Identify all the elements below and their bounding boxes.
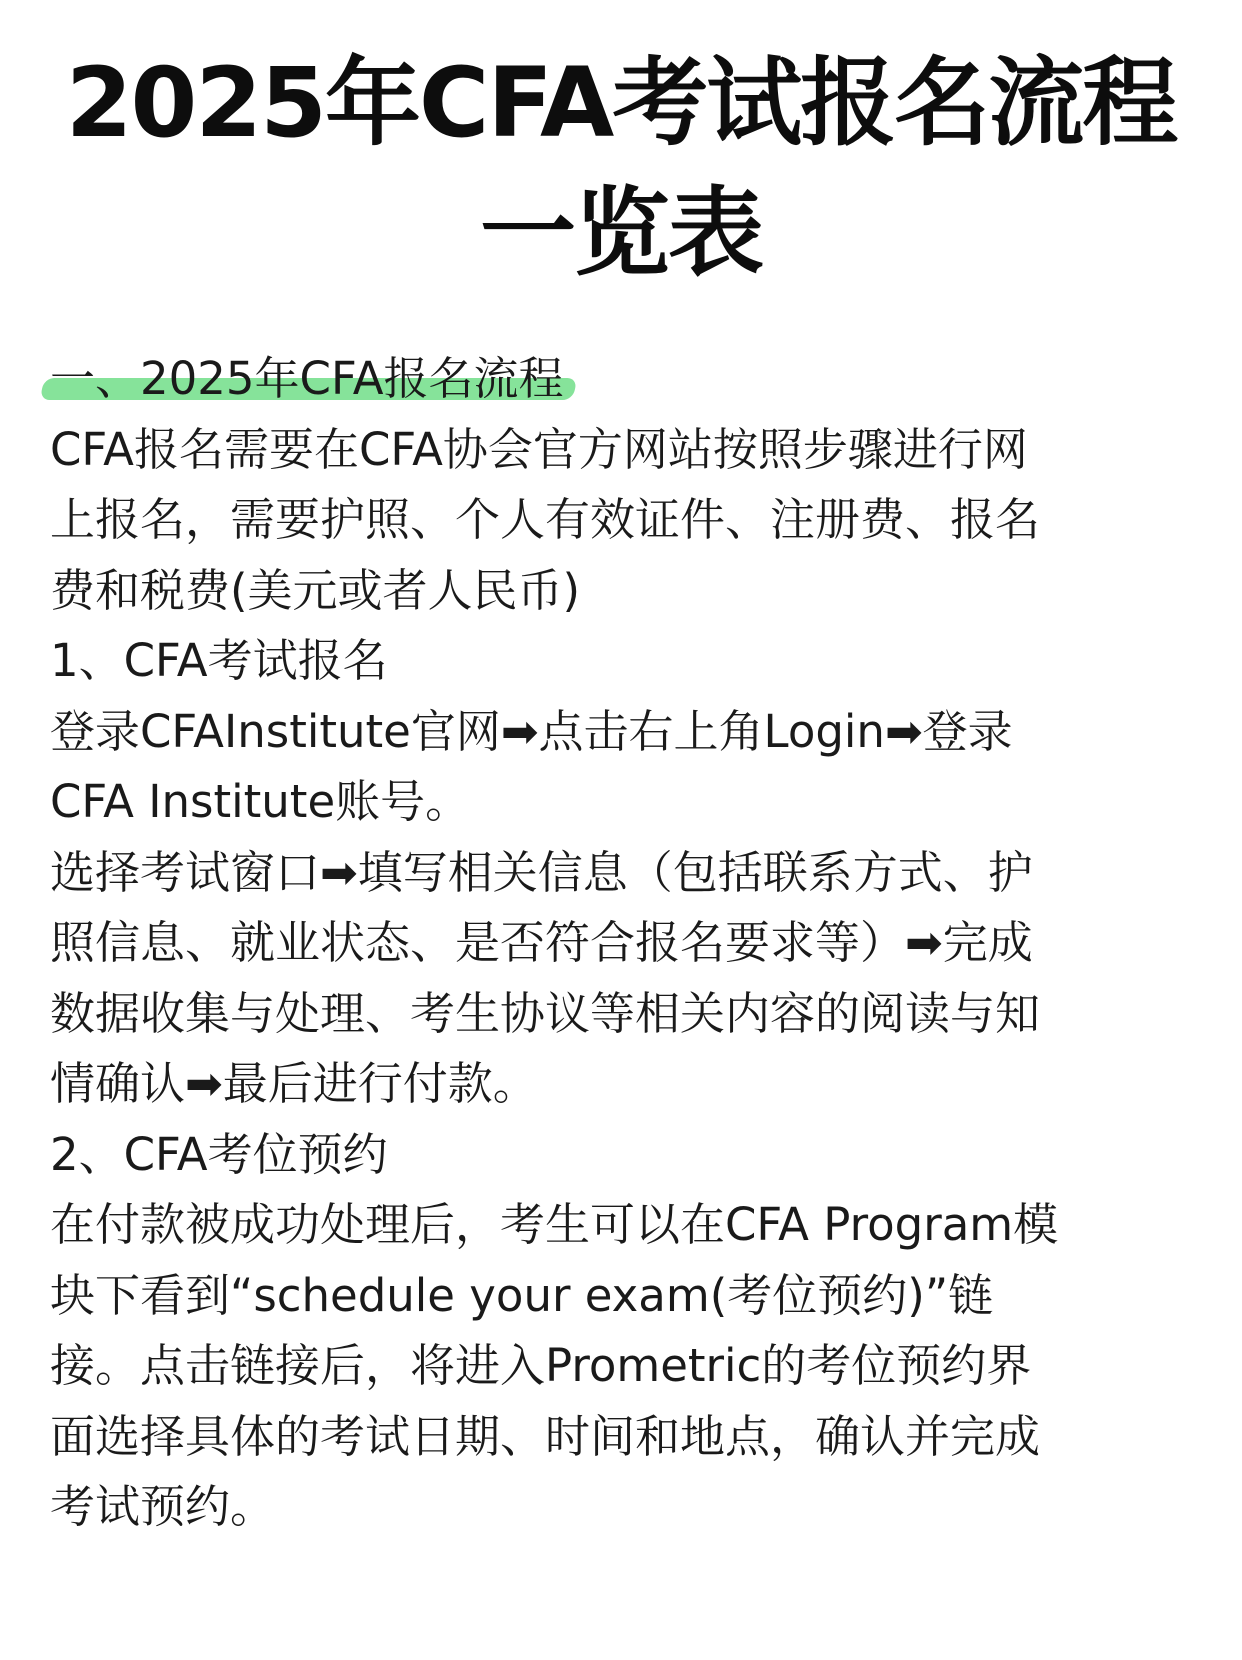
- page-title-line-1: 2025年CFA考试报名流程: [65, 47, 1177, 159]
- step-2-line: 在付款被成功处理后，考生可以在CFA Program模: [50, 1198, 1059, 1251]
- section-heading-text: 一、2025年CFA报名流程: [50, 352, 564, 405]
- step-1-line: 登录CFAInstitute官网➡点击右上角Login➡登录: [50, 704, 1013, 758]
- step-1-line: 情确认➡最后进行付款。: [50, 1057, 538, 1110]
- page-title-line-2: 一览表: [480, 177, 762, 289]
- step-2-line: 考试预约。: [50, 1480, 276, 1533]
- step-1-heading: 1、CFA考试报名: [50, 634, 388, 687]
- step-1-line: 数据收集与处理、考生协议等相关内容的阅读与知: [50, 986, 1041, 1040]
- step-1-line: CFA Institute账号。: [50, 775, 471, 828]
- article-body: [50, 344, 1200, 1543]
- step-1-line: 照信息、就业状态、是否符合报名要求等）➡完成: [50, 916, 1033, 969]
- section-heading-row: [50, 344, 1200, 415]
- step-2-line: 接。点击链接后，将进入Prometric的考位预约界: [50, 1339, 1032, 1392]
- step-1-line: 选择考试窗口➡填写相关信息（包括联系方式、护: [50, 845, 1033, 899]
- step-2-line: 面选择具体的考试日期、时间和地点，确认并完成: [50, 1409, 1041, 1463]
- section-heading: [50, 344, 563, 415]
- intro-line: CFA报名需要在CFA协会官方网站按照步骤进行网: [50, 422, 1028, 476]
- step-2-line: 块下看到“schedule your exam(考位预约)”链: [50, 1268, 994, 1322]
- step-2-heading: 2、CFA考位预约: [50, 1127, 388, 1181]
- intro-line: 费和税费(美元或者人民币): [50, 563, 581, 617]
- intro-line: 上报名，需要护照、个人有效证件、注册费、报名: [50, 493, 1041, 546]
